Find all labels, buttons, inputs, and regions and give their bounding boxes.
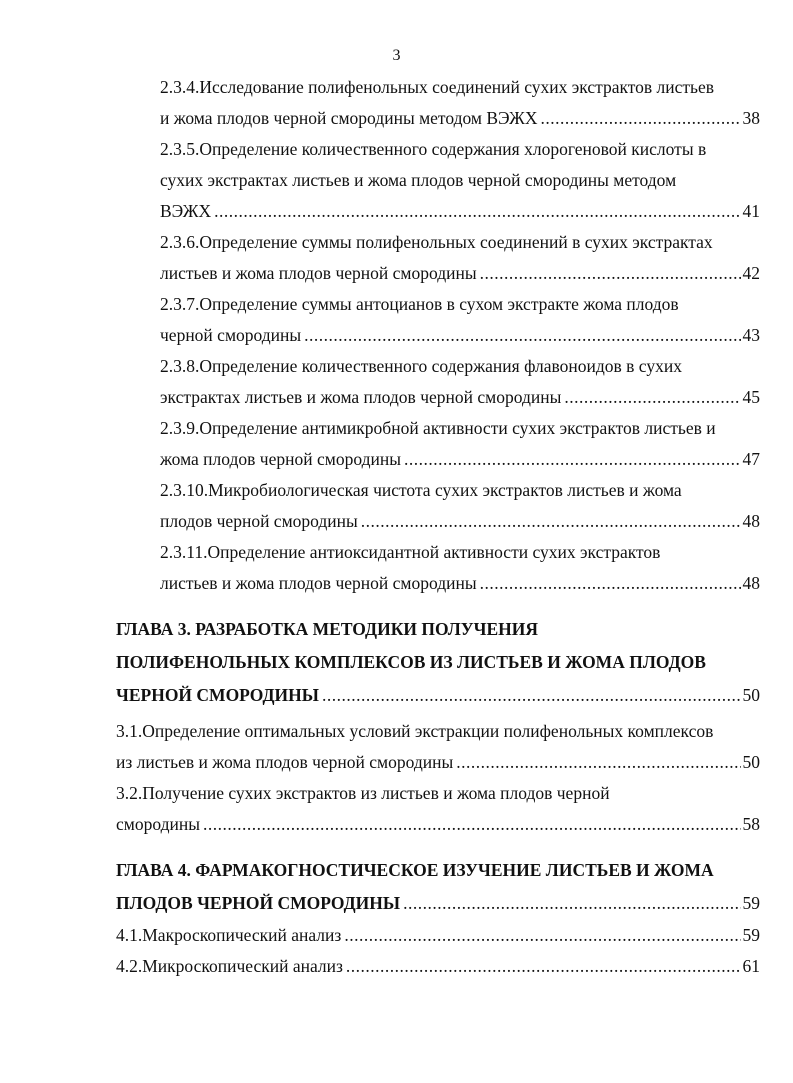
toc-entry-text: листьев и жома плодов черной смородины [160, 573, 477, 593]
dot-leader [304, 320, 740, 351]
chapter-title: ГЛАВА 4. ФАРМАКОГНОСТИЧЕСКОЕ ИЗУЧЕНИЕ ЛИСТЬЕВ И ЖОМА [116, 860, 714, 880]
toc-entry-text: 3.1.Определение оптимальных условий экстракции полифенольных комплексов [116, 721, 714, 741]
toc-entry-text: и жома плодов черной смородины методом ВЭЖХ [160, 108, 538, 128]
toc-entry-text: 4.1.Макроскопический анализ [116, 925, 342, 945]
toc-page-number: 42 [742, 263, 760, 283]
toc-page-number: 48 [742, 511, 760, 531]
toc-entry-text: 4.2.Микроскопический анализ [116, 956, 343, 976]
toc-entry-final-line [0, 196, 760, 227]
toc-entry-text: 2.3.8.Определение количественного содержания флавоноидов в сухих [160, 356, 682, 376]
toc-entry-text: экстрактах листьев и жома плодов черной смородины [160, 387, 562, 407]
toc-entry-2-3-10 [0, 475, 793, 537]
dot-leader [203, 809, 741, 840]
dot-leader [214, 196, 740, 227]
toc-entry-text: 2.3.5.Определение количественного содержания хлорогеновой кислоты в [160, 139, 707, 159]
toc-chapter-3-heading [0, 613, 793, 712]
chapter-title: ЧЕРНОЙ СМОРОДИНЫ [116, 685, 319, 705]
dot-leader [540, 103, 740, 134]
toc-page-number: 45 [742, 387, 760, 407]
toc-entry-2-3-5 [0, 134, 793, 227]
table-of-contents [0, 72, 793, 982]
toc-entry-final-line [0, 382, 760, 413]
toc-entry-text: 2.3.7.Определение суммы антоцианов в сухом экстракте жома плодов [160, 294, 679, 314]
toc-entry-final-line [0, 320, 760, 351]
toc-page-number: 61 [742, 956, 760, 976]
toc-entry-text: черной смородины [160, 325, 302, 345]
toc-entry-2-3-7 [0, 289, 793, 351]
toc-entry-text: жома плодов черной смородины [160, 449, 401, 469]
toc-entry-2-3-9 [0, 413, 793, 475]
toc-chapter-4-heading [0, 854, 793, 920]
toc-page-number: 41 [742, 201, 760, 221]
toc-entry-4-2 [0, 951, 793, 982]
toc-page-number: 48 [742, 573, 760, 593]
toc-entry-2-3-6 [0, 227, 793, 289]
toc-page-number: 50 [742, 685, 760, 705]
dot-leader [346, 951, 741, 982]
toc-entry-final-line [0, 568, 760, 599]
toc-entry-text: плодов черной смородины [160, 511, 358, 531]
dot-leader [361, 506, 741, 537]
toc-page-number: 43 [742, 325, 760, 345]
toc-entry-text: ВЭЖХ [160, 201, 212, 221]
toc-entry-text: сухих экстрактах листьев и жома плодов черной смородины методом [160, 170, 677, 190]
toc-entry-final-line [0, 103, 760, 134]
toc-entry-text: 2.3.6.Определение суммы полифенольных соединений в сухих экстрактах [160, 232, 713, 252]
toc-entry-final-line [0, 506, 760, 537]
toc-page-number: 58 [742, 814, 760, 834]
chapter-title: ПОЛИФЕНОЛЬНЫХ КОМПЛЕКСОВ ИЗ ЛИСТЬЕВ И ЖОМА ПЛОДОВ [116, 652, 706, 672]
toc-entry-text: смородины [116, 814, 200, 834]
toc-entry-final-line [0, 258, 760, 289]
toc-entry-final-line [0, 747, 760, 778]
dot-leader [480, 568, 741, 599]
dot-leader [404, 444, 741, 475]
toc-entry-final-line [0, 679, 760, 712]
toc-entry-final-line [0, 809, 760, 840]
toc-entry-text: 2.3.10.Микробиологическая чистота сухих экстрактов листьев и жома [160, 480, 682, 500]
toc-entry-text: 3.2.Получение сухих экстрактов из листьев и жома плодов черной [116, 783, 610, 803]
chapter-title: ПЛОДОВ ЧЕРНОЙ СМОРОДИНЫ [116, 893, 401, 913]
toc-entry-2-3-4 [0, 72, 793, 134]
toc-entry-2-3-11 [0, 537, 793, 599]
toc-page-number: 47 [742, 449, 760, 469]
toc-entry-final-line [0, 444, 760, 475]
toc-entry-3-1 [0, 716, 793, 778]
dot-leader [456, 747, 740, 778]
dot-leader [322, 679, 741, 712]
dot-leader [564, 382, 740, 413]
dot-leader [344, 920, 740, 951]
dot-leader [480, 258, 741, 289]
toc-entry-text: листьев и жома плодов черной смородины [160, 263, 477, 283]
toc-page-number: 59 [742, 925, 760, 945]
toc-entry-2-3-8 [0, 351, 793, 413]
toc-page-number: 59 [742, 893, 760, 913]
toc-entry-text: 2.3.9.Определение антимикробной активности сухих экстрактов листьев и [160, 418, 716, 438]
toc-entry-final-line [0, 920, 760, 951]
toc-entry-final-line [0, 887, 760, 920]
toc-entry-text: из листьев и жома плодов черной смородины [116, 752, 454, 772]
toc-entry-3-2 [0, 778, 793, 840]
toc-entry-text: 2.3.4.Исследование полифенольных соединений сухих экстрактов листьев [160, 77, 715, 97]
toc-entry-4-1 [0, 920, 793, 951]
toc-entry-final-line [0, 951, 760, 982]
page-number: 3 [392, 47, 401, 64]
toc-entry-text: 2.3.11.Определение антиоксидантной активности сухих экстрактов [160, 542, 661, 562]
toc-page-number: 50 [742, 752, 760, 772]
chapter-title: ГЛАВА 3. РАЗРАБОТКА МЕТОДИКИ ПОЛУЧЕНИЯ [116, 619, 538, 639]
dot-leader [403, 887, 740, 920]
toc-page-number: 38 [742, 108, 760, 128]
